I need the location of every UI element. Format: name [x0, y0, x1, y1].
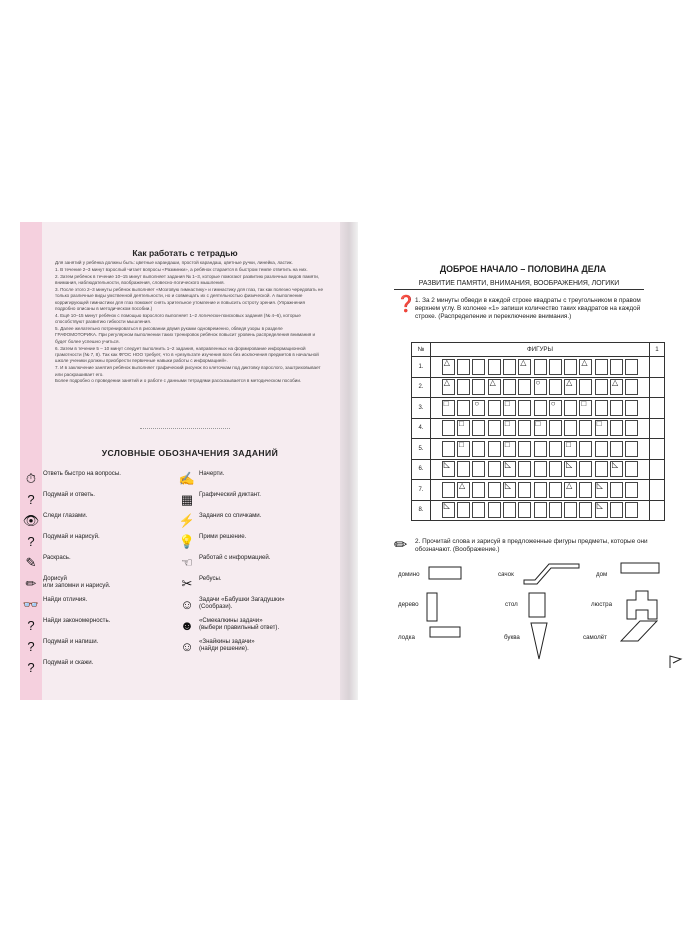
figure-square[interactable]: [534, 420, 547, 436]
figure-square[interactable]: [503, 379, 516, 395]
figure-square[interactable]: [534, 441, 547, 457]
table-header-col1: 1: [650, 343, 665, 357]
legend-item: [22, 533, 100, 551]
legend-item: [22, 617, 110, 635]
divider: [140, 428, 230, 429]
figure-square[interactable]: [457, 379, 470, 395]
figure-square[interactable]: [564, 400, 577, 416]
word-label: лодка: [398, 634, 415, 641]
figure-square[interactable]: [549, 482, 562, 498]
figure-square[interactable]: [579, 420, 592, 436]
table-row: [412, 398, 665, 419]
figure-square[interactable]: [579, 359, 592, 375]
legend-item: [178, 491, 261, 509]
book-spine: [340, 222, 358, 700]
figure-square[interactable]: [579, 482, 592, 498]
table-row: [412, 480, 665, 501]
figure-square[interactable]: [472, 420, 485, 436]
instruction-paragraph: 1. В течение 2–3 минут взрослый читает вопросы «Разминки», а ребёнок старается в быстром темпе ответить на них.: [55, 266, 308, 272]
word-label: стол: [505, 601, 518, 608]
figure-square[interactable]: [549, 359, 562, 375]
figure-square[interactable]: [503, 502, 516, 518]
figure-square[interactable]: [518, 420, 531, 436]
figure-square[interactable]: [534, 400, 547, 416]
matches-icon: ⚡: [178, 513, 196, 529]
figure-square[interactable]: [595, 379, 608, 395]
figure-square[interactable]: [457, 461, 470, 477]
figure-mark: □: [459, 439, 464, 449]
figure-square[interactable]: [442, 359, 455, 375]
figure-square[interactable]: [595, 441, 608, 457]
figure-square[interactable]: [564, 359, 577, 375]
legend-item-label: Подумай и напиши.: [43, 638, 99, 645]
figure-square[interactable]: [625, 441, 638, 457]
figure-square[interactable]: [472, 400, 485, 416]
figure-square[interactable]: [503, 400, 516, 416]
figure-square[interactable]: [625, 461, 638, 477]
figure-square[interactable]: [549, 461, 562, 477]
figure-square[interactable]: [534, 461, 547, 477]
figure-square[interactable]: [518, 502, 531, 518]
figure-square[interactable]: [503, 420, 516, 436]
pencil-icon: ✏: [25, 576, 37, 592]
legend-item-label: Найди закономерность.: [43, 617, 111, 624]
bulb-icon: 💡: [178, 534, 196, 550]
rectangle-shape: [428, 566, 462, 580]
legend-item-label: Раскрась.: [43, 554, 71, 561]
figure-square[interactable]: [457, 359, 470, 375]
figure-square[interactable]: [595, 502, 608, 518]
rebus-icon: ✂: [181, 576, 193, 592]
row-figures: [431, 439, 650, 460]
row-figures: [431, 398, 650, 419]
figure-mark: □: [504, 439, 510, 449]
figure-mark: □: [443, 398, 449, 408]
figure-mark: ○: [535, 378, 541, 388]
row-number: 5.: [412, 439, 431, 460]
figure-square[interactable]: [503, 359, 516, 375]
legend-item-label: Ребусы.: [199, 575, 222, 582]
figure-mark: □: [504, 398, 510, 408]
question-write-icon: ?: [27, 639, 35, 655]
figure-square[interactable]: [549, 441, 562, 457]
question-icon: ❓: [396, 296, 416, 313]
figure-square[interactable]: [503, 482, 516, 498]
answer-cell[interactable]: [650, 480, 665, 501]
figure-square[interactable]: [625, 359, 638, 375]
legend-item: [22, 470, 121, 488]
word-label: буква: [504, 634, 520, 641]
left-page: [20, 222, 340, 700]
figure-square[interactable]: [625, 400, 638, 416]
figure-square[interactable]: [518, 400, 531, 416]
hand-draw-icon: ✍: [178, 471, 196, 487]
figure-square[interactable]: [564, 502, 577, 518]
grid-icon: ▦: [180, 492, 194, 508]
figure-mark: ◺: [443, 460, 450, 470]
glasses-icon: 👓: [22, 597, 40, 613]
figure-square[interactable]: [457, 482, 470, 498]
figure-square[interactable]: [534, 502, 547, 518]
figure-square[interactable]: [610, 441, 623, 457]
figure-square[interactable]: [457, 420, 470, 436]
figure-square[interactable]: [472, 379, 485, 395]
figure-square[interactable]: [442, 461, 455, 477]
figure-mark: ◺: [504, 460, 512, 470]
figure-mark: □: [459, 419, 464, 429]
row-figures: [431, 480, 650, 501]
table-row: [412, 377, 665, 398]
figure-square[interactable]: [595, 482, 608, 498]
legend-item: [178, 470, 224, 488]
figure-square[interactable]: [564, 420, 577, 436]
figure-mark: ◺: [566, 460, 573, 470]
instruction-paragraph: 6. Затем в течение 5 – 10 минут следует выполнить 1–2 задания, направленных на формирование информационной грамотности (№ 7, 8). Так как ФГОС НОО требует, что в «результате изучения всех без исключения предметов в начальной школе ученики должны приобрести первичные навыки работы с информацией».: [55, 345, 319, 364]
figure-square[interactable]: [457, 502, 470, 518]
legend-title: УСЛОВНЫЕ ОБОЗНАЧЕНИЯ ЗАДАНИЙ: [101, 448, 279, 458]
figure-square[interactable]: [595, 400, 608, 416]
figure-mark: □: [581, 398, 587, 408]
figure-square[interactable]: [549, 379, 562, 395]
legend-item-label: Прими решение.: [199, 533, 247, 540]
figure-square[interactable]: [488, 400, 501, 416]
figure-mark: △: [566, 480, 573, 490]
instruction-paragraph: 5. Далее желательно потренироваться в рисовании двумя руками одновременно, обведя узоры в разделе ГРАФОМОТОРИКА. При регулярном выполнении таких тренировок ребёнок повысит уровень распределения внимания и будет более успешно учиться.: [55, 326, 316, 344]
figure-square[interactable]: [442, 379, 455, 395]
question-icon: ?: [27, 492, 35, 508]
instruction-paragraph: 4. Ещё 10–15 минут ребёнок с помощью взрослого выполняет 1–2 логически-поисковых задания (№ 4–6), которые способствуют развитию гибкости мышления.: [55, 312, 301, 325]
brush-icon: ✎: [25, 555, 37, 571]
figure-mark: △: [459, 480, 466, 490]
figure-square[interactable]: [579, 502, 592, 518]
figure-mark: ○: [550, 398, 556, 408]
figure-square[interactable]: [579, 441, 592, 457]
question-say-icon: ?: [27, 660, 35, 676]
figure-mark: □: [535, 419, 541, 429]
flag-icon: [668, 654, 684, 670]
answer-cell[interactable]: [650, 459, 665, 480]
figure-square[interactable]: [610, 359, 623, 375]
figure-square[interactable]: [564, 379, 577, 395]
row-number: 3.: [412, 398, 431, 419]
legend-item: [22, 575, 110, 593]
legend-item-label: Работай с информацией.: [199, 554, 271, 561]
right-page: [358, 222, 688, 700]
figure-mark: △: [581, 357, 588, 367]
figure-mark: ◺: [611, 460, 619, 470]
figure-mark: △: [520, 357, 527, 367]
table-row: [412, 418, 665, 439]
word-label: дом: [596, 571, 608, 578]
figure-mark: □: [596, 419, 602, 429]
legend-item-label: Дорисуй или запомни и нарисуй.: [43, 575, 111, 590]
figure-square[interactable]: [625, 379, 638, 395]
triangle-shape: [530, 622, 548, 660]
legend-item: [178, 575, 222, 593]
table-row: [412, 439, 665, 460]
figure-square[interactable]: [472, 461, 485, 477]
instruction-paragraph: Более подробно о проведении занятий и о работе с данными тетрадями рассказывается в методическом пособии.: [55, 378, 302, 384]
figure-mark: △: [611, 378, 619, 388]
legend-item-label: Подумай и нарисуй.: [43, 533, 100, 540]
table-header-number: №: [412, 343, 431, 357]
figure-square[interactable]: [488, 502, 501, 518]
rectangle-shape: [429, 626, 461, 638]
legend-item: [22, 491, 95, 509]
figure-mark: △: [443, 357, 450, 367]
figure-square[interactable]: [549, 400, 562, 416]
legend-item-label: Следи глазами.: [43, 512, 88, 519]
legend-item: [178, 554, 270, 572]
answer-cell[interactable]: [650, 439, 665, 460]
word-label: домино: [398, 571, 420, 578]
figure-square[interactable]: [518, 379, 531, 395]
figures-table: [411, 342, 665, 521]
legend-item-label: Задания со спичками.: [199, 512, 262, 519]
figure-square[interactable]: [534, 359, 547, 375]
rectangle-shape: [528, 592, 546, 618]
left-page-title: Как работать с тетрадью: [132, 248, 238, 258]
row-number: 4.: [412, 418, 431, 439]
bar-shape: [620, 562, 660, 574]
legend-item: [178, 638, 255, 656]
zigzag-shape: [523, 562, 581, 586]
table-row: [412, 357, 665, 378]
figure-square[interactable]: [549, 502, 562, 518]
tall-rectangle-shape: [426, 592, 438, 622]
table-row: [412, 500, 665, 521]
legend-item: [22, 659, 93, 677]
figure-square[interactable]: [534, 482, 547, 498]
figure-square[interactable]: [457, 400, 470, 416]
word-label: сачок: [498, 571, 514, 578]
pencil-icon: ✏: [394, 537, 408, 554]
legend-item-label: Графический диктант.: [199, 491, 261, 498]
figure-square[interactable]: [503, 441, 516, 457]
figure-square[interactable]: [442, 400, 455, 416]
answer-cell[interactable]: [650, 377, 665, 398]
figure-square[interactable]: [579, 461, 592, 477]
figure-square[interactable]: [518, 482, 531, 498]
open-workbook: [20, 222, 690, 700]
legend-item-label: Начерти.: [199, 470, 225, 477]
row-figures: [431, 500, 650, 521]
figure-square[interactable]: [610, 461, 623, 477]
row-number: 8.: [412, 500, 431, 521]
figure-square[interactable]: [610, 482, 623, 498]
figure-square[interactable]: [610, 502, 623, 518]
legend-item-label: Подумай и ответь.: [43, 491, 96, 498]
legend-item: [22, 554, 71, 572]
figure-mark: ◺: [504, 480, 512, 490]
row-figures: [431, 377, 650, 398]
figure-square[interactable]: [595, 461, 608, 477]
figure-square[interactable]: [472, 502, 485, 518]
figure-square[interactable]: [610, 400, 623, 416]
figure-square[interactable]: [442, 441, 455, 457]
task-1-text: 1. За 2 минуты обведи в каждой строке квадраты с треугольником в правом верхнем углу. В колонке «1» запиши количество таких квадратов на каждой строке. (Распределение и переключение внимания.): [415, 297, 641, 321]
figure-square[interactable]: [457, 441, 470, 457]
figure-square[interactable]: [549, 420, 562, 436]
row-number: 6.: [412, 459, 431, 480]
figure-square[interactable]: [488, 482, 501, 498]
clock-icon: ⏱: [25, 471, 37, 487]
legend-item-label: «Знайкины задачи» (найди решение).: [199, 638, 255, 653]
right-page-title: ДОБРОЕ НАЧАЛО – ПОЛОВИНА ДЕЛА: [439, 264, 607, 274]
task-2-text: 2. Прочитай слова и зарисуй в предложенные фигуры предметы, которые они обозначают. (Воображение.): [415, 538, 648, 554]
figure-square[interactable]: [595, 359, 608, 375]
figure-square[interactable]: [610, 379, 623, 395]
answer-cell[interactable]: [650, 357, 665, 378]
figure-square[interactable]: [625, 420, 638, 436]
row-figures: [431, 459, 650, 480]
instruction-paragraph: Для занятий у ребёнка должны быть: цветные карандаши, простой карандаш, цветные ручки, линейка, ластик.: [55, 260, 293, 265]
instruction-paragraph: 3. После этого 2–3 минуты ребёнок выполняет «Мозговую гимнастику» и гимнастику для глаз, так как полезно чередовать не только различные виды умственной деятельности, но и совмещать их с деятельностью физической. А выполнение корригирующей гимнастики для глаз поможет снять зрительное утомление и повысить остроту зрения. (Упражнения подробно описаны в методическом пособии.): [55, 286, 324, 312]
instruction-paragraph: 2. Затем ребёнок в течение 10–15 минут выполняет задания № 1–3, которые помогают развитию различных видов памяти, внимания, наблюдательности, воображения, словесно-логического мышления.: [55, 273, 320, 285]
figure-square[interactable]: [625, 502, 638, 518]
answer-cell[interactable]: [650, 398, 665, 419]
row-number: 2.: [412, 377, 431, 398]
figure-square[interactable]: [442, 502, 455, 518]
figure-square[interactable]: [472, 482, 485, 498]
figure-mark: △: [443, 378, 450, 388]
eyes-icon: 👁: [22, 513, 40, 529]
legend-item-label: Подумай и скажи.: [43, 659, 94, 666]
figure-square[interactable]: [518, 359, 531, 375]
figure-square[interactable]: [579, 400, 592, 416]
legend-item-label: Ответь быстро на вопросы.: [43, 470, 121, 477]
info-icon: ☜: [181, 555, 193, 571]
legend-item-label: Найди отличия.: [43, 596, 88, 603]
table-header-figures: ФИГУРЫ: [431, 343, 650, 357]
figure-square[interactable]: [472, 441, 485, 457]
figure-square[interactable]: [472, 359, 485, 375]
figure-square[interactable]: [564, 461, 577, 477]
section-subtitle: РАЗВИТИЕ ПАМЯТИ, ВНИМАНИЯ, ВООБРАЖЕНИЯ, ЛОГИКИ: [394, 280, 644, 290]
legend-item: [178, 512, 261, 530]
question-pencil-icon: ?: [27, 534, 35, 550]
legend-item: [178, 617, 279, 635]
figure-square[interactable]: [488, 441, 501, 457]
figure-square[interactable]: [488, 420, 501, 436]
legend-item: [22, 638, 98, 656]
legend-item: [178, 533, 246, 551]
legend-item-label: Задачи «Бабушки Загадушки» (Сообрази).: [199, 596, 285, 611]
figure-square[interactable]: [503, 461, 516, 477]
row-figures: [431, 357, 650, 378]
legend-item: [178, 596, 284, 614]
answer-cell[interactable]: [650, 418, 665, 439]
figure-square[interactable]: [442, 420, 455, 436]
figure-mark: △: [566, 378, 573, 388]
row-number: 7.: [412, 480, 431, 501]
owl-icon: ☺: [180, 639, 194, 655]
figure-mark: □: [504, 419, 510, 429]
smart-icon: ☻: [180, 618, 194, 634]
instructions-text: [55, 260, 325, 385]
figure-square[interactable]: [564, 441, 577, 457]
figure-square[interactable]: [518, 441, 531, 457]
figure-square[interactable]: [442, 482, 455, 498]
figure-square[interactable]: [579, 379, 592, 395]
parallelogram-shape: [620, 620, 658, 642]
figure-square[interactable]: [564, 482, 577, 498]
figure-square[interactable]: [610, 420, 623, 436]
row-number: 1.: [412, 357, 431, 378]
cross-shape: [626, 590, 658, 620]
figure-mark: ◺: [596, 480, 603, 490]
instruction-paragraph: 7. И в заключение занятия ребёнок выполняет графический рисунок по клеточкам под диктовку взрослого, заштриховывает или раскрашивает его.: [55, 365, 321, 377]
figure-mark: ◺: [596, 501, 603, 511]
figure-square[interactable]: [488, 461, 501, 477]
word-label: самолёт: [583, 634, 607, 641]
figure-mark: ○: [474, 398, 480, 408]
grandma-icon: ☺: [180, 597, 194, 613]
legend-item: [22, 512, 87, 530]
answer-cell[interactable]: [650, 500, 665, 521]
figure-mark: □: [566, 439, 571, 449]
figure-square[interactable]: [625, 482, 638, 498]
figure-square[interactable]: [488, 379, 501, 395]
figure-square[interactable]: [595, 420, 608, 436]
figure-square[interactable]: [518, 461, 531, 477]
table-row: [412, 459, 665, 480]
figure-square[interactable]: [488, 359, 501, 375]
word-label: дерево: [398, 601, 419, 608]
figure-mark: △: [489, 378, 496, 388]
word-label: люстра: [591, 601, 613, 608]
figure-mark: ◺: [443, 501, 450, 511]
question-chain-icon: ?: [27, 618, 35, 634]
legend-item-label: «Смекалкины задачи» (выбери правильный ответ).: [199, 617, 280, 632]
legend-item: [22, 596, 87, 614]
row-figures: [431, 418, 650, 439]
figure-square[interactable]: [534, 379, 547, 395]
